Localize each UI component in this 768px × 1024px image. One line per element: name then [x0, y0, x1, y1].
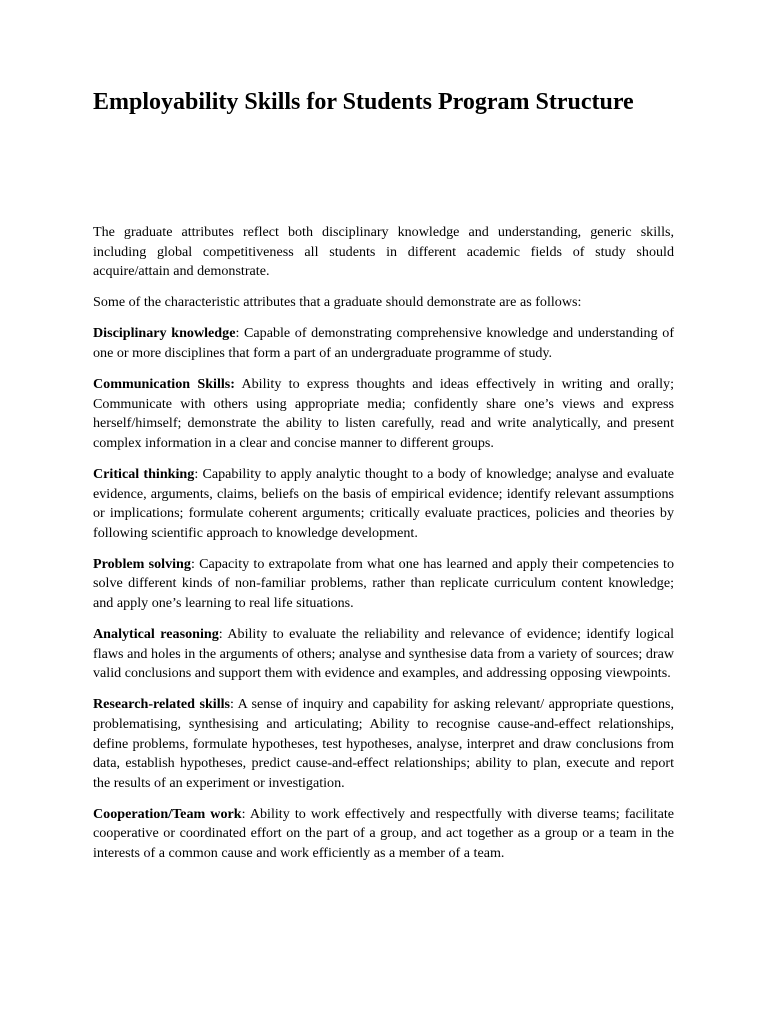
attribute-paragraph	[93, 465, 674, 543]
attribute-paragraph	[93, 555, 674, 614]
attribute-term: Problem solving	[93, 555, 191, 572]
document-body	[93, 223, 674, 864]
attribute-separator: :	[241, 805, 246, 822]
attribute-text: Capacity to extrapolate from what one has learned and apply their competencies to solve different kinds of non-familiar problems, rather than replicate curriculum content knowledge; and apply one’s learning to real life situations.	[93, 555, 674, 611]
attribute-paragraph	[93, 375, 674, 453]
attribute-text: Ability to evaluate the reliability and relevance of evidence; identify logical flaws and holes in the arguments of others; analyse and synthesise data from a variety of sources; draw valid conclusions and support them with evidence and examples, and addressing opposing viewpoints.	[93, 626, 674, 682]
attribute-text: Ability to work effectively and respectfully with diverse teams; facilitate cooperative or coordinated effort on the part of a group, and act together as a group or a team in the interests of a common cause and work efficiently as a member of a team.	[93, 805, 674, 862]
attribute-separator: :	[230, 696, 234, 713]
attribute-term: Cooperation/Team work	[93, 805, 242, 822]
attribute-paragraph	[93, 324, 674, 363]
attribute-term: Communication Skills:	[93, 376, 235, 393]
page-title: Employability Skills for Students Program Structure	[93, 89, 634, 115]
attribute-paragraph	[93, 805, 674, 864]
attribute-text: Ability to express thoughts and ideas effectively in writing and orally; Communicate with others using appropriate media; confidently share one’s views and express herself/himself; demonstrate the ability to listen carefully, read and write analytically, and present complex information in a clear and concise manner to different groups.	[93, 376, 674, 451]
attribute-paragraph	[93, 695, 674, 793]
attribute-term: Research-related skills	[93, 696, 231, 713]
attribute-text: Capable of demonstrating comprehensive knowledge and understanding of one or more disciplines that form a part of an undergraduate programme of study.	[93, 325, 675, 361]
lead-in-paragraph: Some of the characteristic attributes that a graduate should demonstrate are as follows:	[93, 294, 582, 311]
attribute-paragraph	[93, 625, 674, 684]
intro-paragraph: The graduate attributes reflect both disciplinary knowledge and understanding, generic skills, including global competitiveness all students in different academic fields of study should acquire/attain and demonstrate.	[93, 224, 674, 280]
attribute-text: Capability to apply analytic thought to a body of knowledge; analyse and evaluate evidence, arguments, claims, beliefs on the basis of empirical evidence; identify relevant assumptions or implications; formulate coherent arguments; critically evaluate practices, policies and theories by following scientific approach to knowledge development.	[93, 465, 674, 541]
attribute-text: A sense of inquiry and capability for asking relevant/ appropriate questions, problematising, synthesising and articulating; Ability to recognise cause-and-effect relationships, define problems, formulate hypotheses, test hypotheses, analyse, interpret and draw conclusions from data, establish hypotheses, predict cause-and-effect relationships; ability to plan, execute and report the results of an experiment or investigation.	[93, 696, 674, 791]
attribute-separator: :	[190, 555, 195, 572]
attribute-term: Analytical reasoning	[93, 626, 219, 643]
attribute-separator: :	[194, 465, 199, 482]
attribute-separator: :	[218, 626, 223, 643]
attribute-term: Critical thinking	[93, 465, 195, 482]
document-page	[93, 86, 674, 875]
attribute-term: Disciplinary knowledge	[93, 325, 236, 342]
attribute-separator: :	[235, 325, 240, 342]
